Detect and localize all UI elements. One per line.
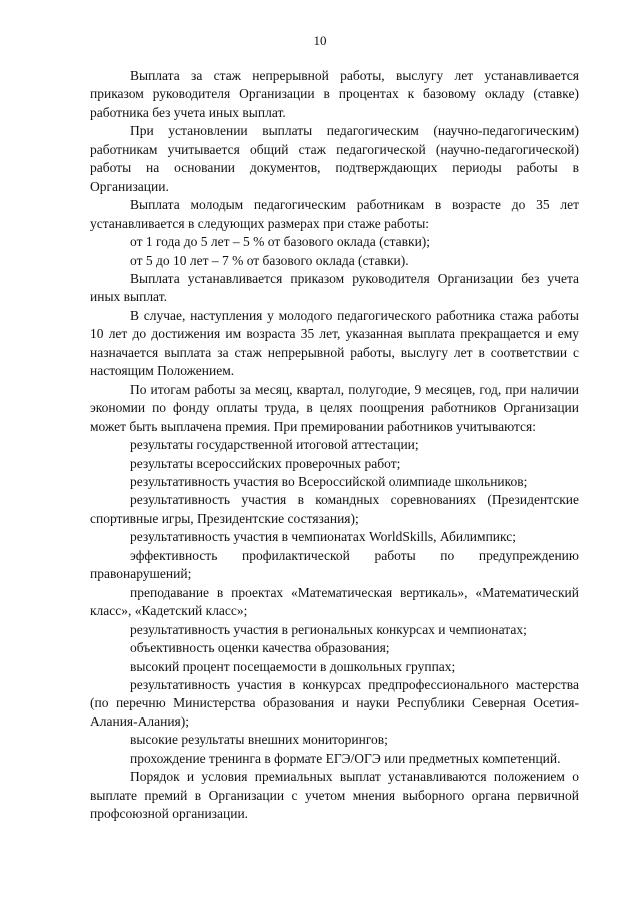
paragraph: Порядок и условия премиальных выплат устанавливаются положением о выплате премий в Организации с учетом мнения выборного органа первичной профсоюзной организации. (90, 769, 579, 822)
list-item: результативность участия в чемпионатах WorldSkills, Абилимпикс; (130, 529, 516, 545)
list-item: прохождение тренинга в формате ЕГЭ/ОГЭ или предметных компетенций. (130, 750, 561, 766)
list-item: объективность оценки качества образования; (130, 640, 390, 656)
list-item: от 5 до 10 лет – 7 % от базового оклада (ставки). (130, 252, 409, 268)
list-item: результативность участия во Всероссийской олимпиаде школьников; (130, 473, 528, 489)
paragraph: В случае, наступления у молодого педагогического работника стажа работы 10 лет до достижения им возраста 35 лет, указанная выплата прекращается и ему назначается выплата за стаж непрерывной работы, выслугу лет в соответствии с настоящим Положением. (90, 307, 579, 379)
paragraph: При установлении выплаты педагогическим (научно-педагогическим) работникам учитывается общий стаж педагогической (научно-педагогической) работы на основании документов, подтверждающих периоды работы в Организации. (90, 123, 579, 194)
list-item: результаты государственной итоговой аттестации; (130, 437, 419, 453)
list-item: высокие результаты внешних мониторингов; (130, 732, 388, 748)
paragraph: Выплата устанавливается приказом руководителя Организации без учета иных выплат. (90, 270, 579, 305)
list-item: результативность участия в конкурсах предпрофессионального мастерства (по перечню Министерства образования и науки Республики Северная Осетия-Алания-Алания); (90, 676, 579, 729)
paragraph: Выплата молодым педагогическим работникам в возрасте до 35 лет устанавливается в следующих размерах при стаже работы: (90, 197, 579, 231)
paragraph: Выплата за стаж непрерывной работы, выслугу лет устанавливается приказом руководителя Организации в процентах к базовому окладу (ставке) работника без учета иных выплат. (90, 68, 579, 120)
list-item: результативность участия в командных соревнованиях (Президентские спортивные игры, Президентские состязания); (90, 492, 579, 526)
list-item: преподавание в проектах «Математическая вертикаль», «Математический класс», «Кадетский класс»; (90, 584, 579, 619)
list-item: от 1 года до 5 лет – 5 % от базового оклада (ставки); (130, 234, 431, 250)
list-item: результаты всероссийских проверочных работ; (130, 455, 401, 471)
list-item: высокий процент посещаемости в дошкольных группах; (130, 658, 456, 674)
list-item: результативность участия в региональных конкурсах и чемпионатах; (130, 621, 527, 637)
paragraph: По итогам работы за месяц, квартал, полугодие, 9 месяцев, год, при наличии экономии по фонду оплаты труда, в целях поощрения работников Организации может быть выплачена премия. При премировании работников учитываются: (90, 381, 579, 434)
page-number: 10 (313, 33, 327, 48)
list-item: эффективность профилактической работы по предупреждению правонарушений; (90, 547, 579, 582)
body-text (90, 67, 579, 824)
